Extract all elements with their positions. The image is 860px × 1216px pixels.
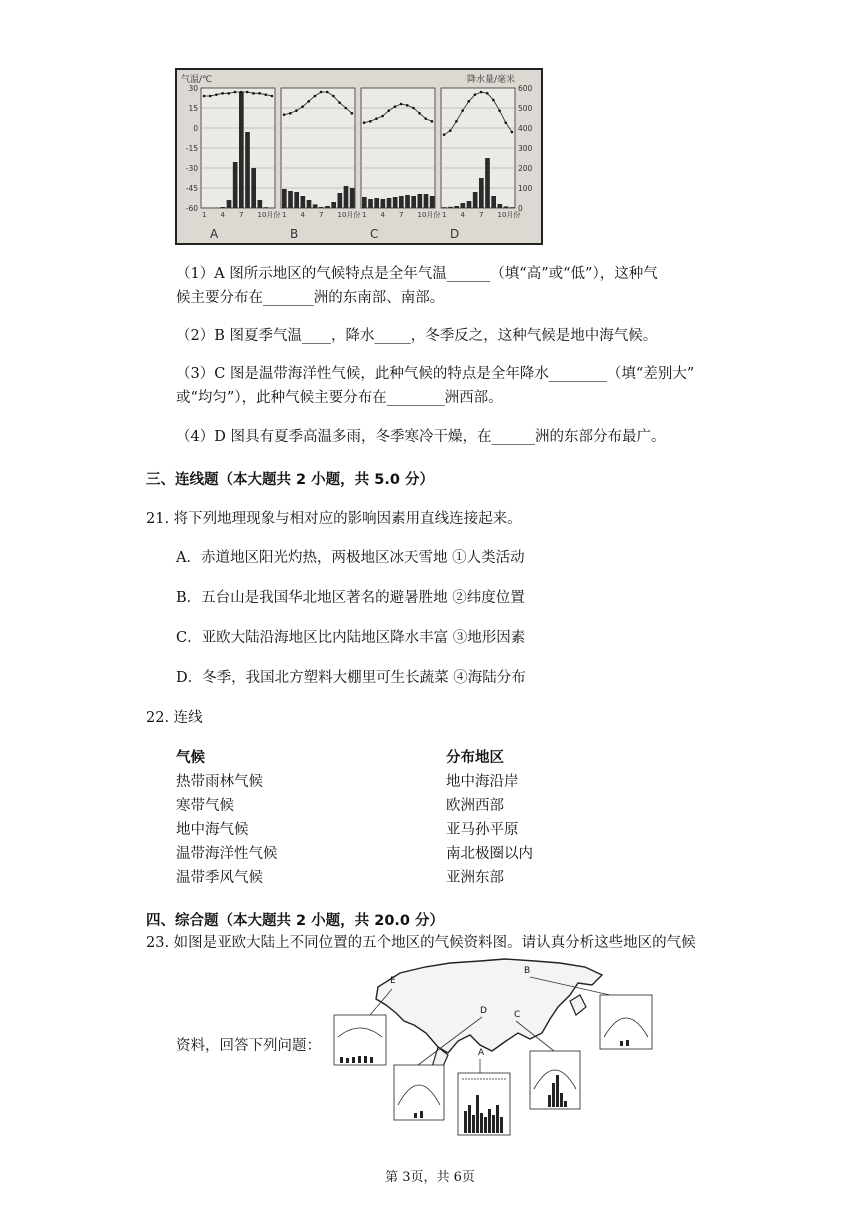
- q22-left-item: 地中海气候: [176, 822, 249, 838]
- precip-bar: [424, 194, 429, 208]
- temperature-point: [227, 92, 230, 95]
- month-tick-label: 7: [319, 211, 324, 219]
- month-tick-label: 4: [300, 211, 305, 219]
- precip-tick-label: 400: [518, 124, 533, 133]
- q22-right-item: 亚洲东部: [446, 870, 504, 886]
- q22-left-item: 热带雨林气候: [176, 774, 263, 790]
- island-outline: [570, 995, 586, 1015]
- temperature-point: [351, 112, 354, 115]
- temperature-point: [332, 95, 335, 98]
- q22-right-item: 欧洲西部: [446, 798, 504, 814]
- panel-label: A: [210, 227, 219, 241]
- temperature-point: [209, 95, 212, 98]
- eurasia-climate-map: [330, 955, 655, 1140]
- precip-bar: [448, 207, 453, 208]
- precip-bar: [325, 206, 330, 208]
- q22-left-item: 温带季风气候: [176, 870, 263, 886]
- precip-bar: [251, 168, 256, 208]
- mini-chart-e: [334, 1015, 386, 1065]
- temperature-point: [271, 95, 274, 98]
- q20-part2: （2）B 图夏季气温____，降水_____，冬季反之，这种气候是地中海气候。: [176, 328, 658, 344]
- temp-tick-label: -30: [185, 164, 198, 173]
- temp-tick-label: -15: [185, 144, 198, 153]
- q21-item-c: C．亚欧大陆沿海地区比内陆地区降水丰富 ③地形因素: [176, 630, 526, 646]
- q22-left-item: 温带海洋性气候: [176, 846, 278, 862]
- q23-stem-line1: 23. 如图是亚欧大陆上不同位置的五个地区的气候资料图。请认真分析这些地区的气候: [146, 935, 696, 951]
- precip-bar: [301, 196, 306, 208]
- precip-bar: [258, 200, 263, 208]
- mini-chart-c: [530, 1051, 580, 1109]
- temperature-point: [264, 93, 267, 96]
- precip-bar: [319, 207, 324, 208]
- precip-bar: [338, 193, 343, 208]
- temperature-point: [375, 117, 378, 120]
- precip-bar: [498, 204, 503, 208]
- precip-bar: [350, 188, 355, 208]
- q21-item-a: A．赤道地区阳光灼热，两极地区冰天雪地 ①人类活动: [176, 550, 525, 566]
- temp-tick-label: 15: [188, 104, 198, 113]
- precip-bar: [239, 92, 244, 208]
- map-label-d: D: [480, 1006, 487, 1016]
- temperature-point: [387, 109, 390, 112]
- precip-bar: [227, 200, 232, 208]
- section3-heading: 三、连线题（本大题共 2 小题，共 5.0 分）: [146, 472, 434, 488]
- map-label-a: A: [478, 1048, 485, 1058]
- temperature-point: [215, 93, 218, 96]
- temperature-point: [443, 133, 446, 136]
- climate-charts-svg: [177, 70, 541, 243]
- precip-bar: [282, 189, 287, 208]
- temperature-point: [283, 113, 286, 116]
- month-tick-label: 10月份: [257, 211, 281, 219]
- precip-bar: [399, 196, 404, 208]
- map-label-b: B: [524, 966, 531, 976]
- precip-bar: [362, 197, 367, 208]
- temperature-point: [412, 107, 415, 110]
- q23-stem-line2: 资料，回答下列问题：: [176, 1038, 321, 1054]
- month-tick-label: 1: [362, 211, 367, 219]
- temperature-point: [449, 129, 452, 132]
- q22-left-column: [176, 746, 278, 890]
- temperature-point: [467, 100, 470, 103]
- month-tick-label: 4: [220, 211, 225, 219]
- q20-part1-line1: （1）A 图所示地区的气候特点是全年气温______（填“高”或“低”），这种气: [176, 266, 658, 282]
- month-tick-label: 4: [380, 211, 385, 219]
- temperature-point: [486, 92, 489, 95]
- q20-part4: （4）D 图具有夏季高温多雨，冬季寒冷干燥，在______洲的东部分布最广。: [176, 429, 666, 445]
- q21-item-b: B．五台山是我国华北地区著名的避暑胜地 ②纬度位置: [176, 590, 525, 606]
- temperature-point: [498, 109, 501, 112]
- precip-bar: [405, 195, 410, 208]
- temp-tick-label: -45: [185, 184, 198, 193]
- precip-bar: [485, 158, 490, 208]
- precip-bar: [307, 200, 312, 208]
- temperature-point: [252, 92, 255, 95]
- precip-bar: [442, 207, 447, 208]
- precip-bar: [344, 186, 349, 208]
- precip-tick-label: 500: [518, 104, 533, 113]
- precip-bar: [411, 196, 416, 208]
- precip-bar: [510, 207, 515, 208]
- temperature-point: [431, 120, 434, 123]
- page-footer: 第 3页，共 6页: [385, 1170, 475, 1185]
- precip-bar: [393, 197, 398, 208]
- q22-right-item: 地中海沿岸: [446, 774, 519, 790]
- temperature-point: [461, 109, 464, 112]
- precip-bar: [221, 207, 226, 208]
- temperature-point: [258, 92, 261, 95]
- precip-bar: [245, 132, 250, 208]
- eurasia-map-svg: [330, 955, 655, 1140]
- precip-bar: [491, 196, 496, 208]
- precip-tick-label: 0: [518, 204, 523, 213]
- map-label-e: E: [390, 976, 396, 986]
- q20-part1-line2: 候主要分布在_______洲的东南部、南部。: [176, 290, 445, 306]
- precip-bar: [233, 162, 238, 208]
- precip-bar: [467, 201, 472, 208]
- precip-tick-label: 600: [518, 84, 533, 93]
- climate-charts-figure: [175, 68, 543, 245]
- precip-bar: [473, 192, 478, 208]
- temperature-point: [363, 121, 366, 124]
- temp-tick-label: 30: [188, 84, 198, 93]
- temperature-point: [474, 93, 477, 96]
- precip-tick-label: 200: [518, 164, 533, 173]
- temp-tick-label: -60: [185, 204, 198, 213]
- mini-chart-b: [600, 995, 652, 1049]
- q21-stem: 21. 将下列地理现象与相对应的影响因素用直线连接起来。: [146, 511, 522, 527]
- temperature-point: [326, 91, 329, 94]
- temperature-point: [406, 104, 409, 107]
- precip-bar: [288, 191, 293, 208]
- panel-label: B: [290, 227, 299, 241]
- precip-bar: [418, 194, 423, 208]
- precip-bar: [381, 199, 386, 208]
- temperature-point: [480, 91, 483, 94]
- month-tick-label: 7: [239, 211, 244, 219]
- month-tick-label: 1: [282, 211, 287, 219]
- precip-bar: [374, 198, 379, 208]
- temperature-point: [234, 91, 237, 94]
- month-tick-label: 1: [442, 211, 447, 219]
- q22-right-item: 南北极圈以内: [446, 846, 533, 862]
- month-tick-label: 10月份: [337, 211, 361, 219]
- temp-tick-label: 0: [193, 124, 198, 133]
- temperature-point: [394, 105, 397, 108]
- temperature-point: [246, 91, 249, 94]
- month-tick-label: 4: [460, 211, 465, 219]
- q22-right-column: [446, 746, 533, 890]
- temperature-point: [320, 91, 323, 94]
- precip-bar: [504, 206, 509, 208]
- month-tick-label: 7: [479, 211, 484, 219]
- precip-tick-label: 300: [518, 144, 533, 153]
- temperature-point: [369, 120, 372, 123]
- precip-tick-label: 100: [518, 184, 533, 193]
- mini-chart-a: [458, 1073, 510, 1135]
- q20-part3-line2: 或“均匀”），此种气候主要分布在________洲西部。: [176, 390, 503, 406]
- q22-left-header: 气候: [176, 750, 205, 766]
- precip-bar: [461, 203, 466, 208]
- q22-right-header: 分布地区: [446, 750, 504, 766]
- month-tick-label: 10月份: [497, 211, 521, 219]
- temperature-point: [203, 95, 206, 98]
- temperature-point: [338, 101, 341, 104]
- q21-item-d: D．冬季，我国北方塑料大棚里可生长蔬菜 ④海陆分布: [176, 670, 526, 686]
- q20-part3-line1: （3）C 图是温带海洋性气候，此种气候的特点是全年降水________（填“差别大”: [176, 366, 695, 382]
- temperature-point: [400, 103, 403, 106]
- precip-bar: [294, 192, 299, 208]
- precipitation-axis-title: 降水量/毫米: [467, 75, 516, 85]
- q22-right-item: 亚马孙平原: [446, 822, 519, 838]
- temperature-point: [301, 105, 304, 108]
- month-tick-label: 10月份: [417, 211, 441, 219]
- temperature-point: [504, 121, 507, 124]
- temperature-point: [289, 112, 292, 115]
- temperature-point: [424, 117, 427, 120]
- precip-bar: [387, 198, 392, 208]
- mini-chart-d: [394, 1065, 444, 1120]
- q22-stem: 22. 连线: [146, 710, 203, 726]
- precip-bar: [313, 204, 318, 208]
- q22-left-item: 寒带气候: [176, 798, 234, 814]
- section4-heading: 四、综合题（本大题共 2 小题，共 20.0 分）: [146, 913, 445, 929]
- month-tick-label: 7: [399, 211, 404, 219]
- map-label-c: C: [514, 1010, 521, 1020]
- temperature-point: [455, 120, 458, 123]
- month-tick-label: 1: [202, 211, 207, 219]
- eurasia-outline: [376, 959, 602, 1053]
- precip-bar: [479, 178, 484, 208]
- panel-label: C: [370, 227, 379, 241]
- panel-label: D: [450, 227, 460, 241]
- precip-bar: [454, 206, 459, 208]
- temperature-point: [381, 115, 384, 118]
- precip-bar: [368, 199, 373, 208]
- temperature-point: [314, 95, 317, 98]
- temperature-point: [240, 91, 243, 94]
- temperature-point: [307, 100, 310, 103]
- precip-bar: [264, 207, 269, 208]
- temperature-point: [344, 107, 347, 110]
- temperature-point: [492, 99, 495, 102]
- temperature-point: [221, 92, 224, 95]
- temperature-point: [295, 109, 298, 112]
- precip-bar: [331, 202, 336, 208]
- temperature-point: [418, 112, 421, 115]
- temperature-axis-title: 气温/℃: [181, 75, 213, 85]
- precip-bar: [430, 196, 435, 208]
- temperature-point: [511, 131, 514, 134]
